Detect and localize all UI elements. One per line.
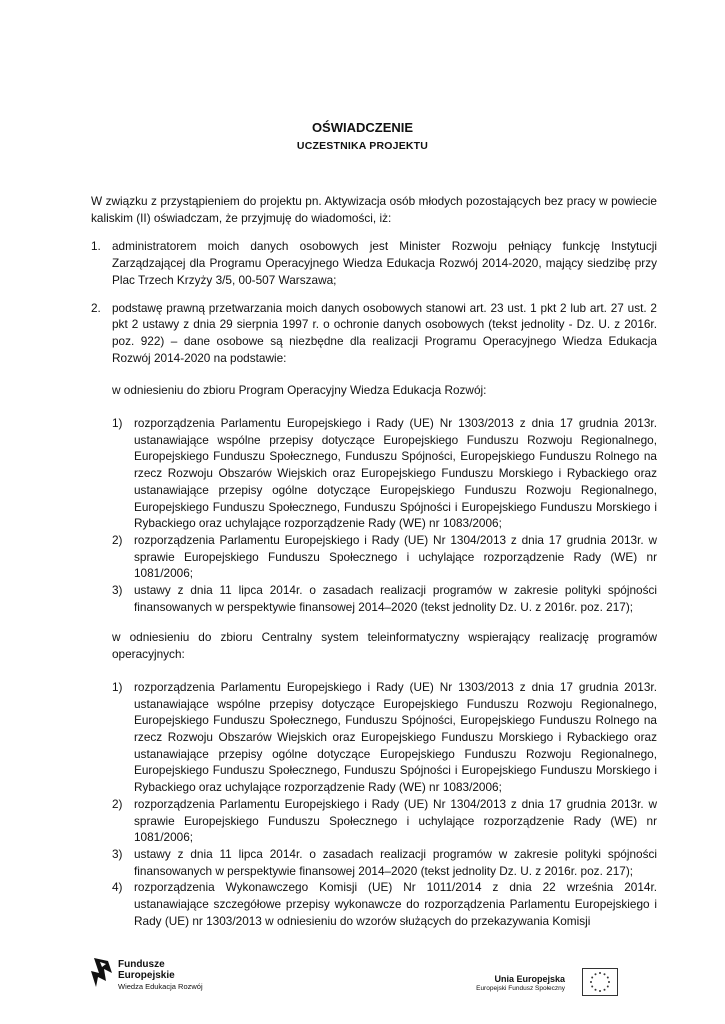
sub-list-item (112, 796, 657, 846)
sub-item-text: rozporządzenia Parlamentu Europejskiego i Rady (UE) Nr 1304/2013 z dnia 17 grudnia 2013r. w sprawie Europejskiego Funduszu Społecznego i uchylające rozporządzenie Rady (WE) nr 1081/2006; (134, 796, 657, 845)
sub-item-text: rozporządzenia Parlamentu Europejskiego i Rady (UE) Nr 1303/2013 z dnia 17 grudnia 2013r. ustanawiające wspólne przepisy dotyczące Europejskiego Funduszu Rozwoju Regionalnego, Europejskiego Funduszu Społecznego, Funduszu Spójności, Europejskiego Funduszu Rolnego na rzecz Rozwoju Obszarów Wiejskich oraz Europejskiego Funduszu Morskiego i Rybackiego oraz ustanawiające przepisy ogólne dotyczące Europejskiego Funduszu Rozwoju Regionalnego, Europejskiego Funduszu Społecznego, Funduszu Spójności i Europejskiego Funduszu Morskiego i Rybackiego oraz uchylające rozporządzenie Rady (WE) nr 1083/2006; (134, 416, 657, 531)
list-item-text: podstawę prawną przetwarzania moich danych osobowych stanowi art. 23 ust. 1 pkt 2 lub art. 27 ust. 2 pkt 2 ustawy z dnia 29 sierpnia 1997 r. o ochronie danych osobowych (tekst jednolity - Dz. U. z 2016r. poz. 922) – dane osobowe są niezbędne dla realizacji Programu Operacyjnego Wiedza Edukacja Rozwój 2014-2020 na podstawie: (112, 300, 657, 365)
logo-line2: Europejskie (118, 970, 175, 981)
fundusze-europejskie-star-icon (90, 957, 114, 989)
sub-item-number: 4) (112, 880, 123, 895)
sub-list-item (112, 582, 657, 615)
sub-item-number: 3) (112, 583, 123, 598)
sub-item-number: 1) (112, 679, 123, 694)
list-item (91, 300, 657, 367)
logo-line3: Wiedza Edukacja Rozwój (118, 982, 203, 991)
sub-item-text: rozporządzenia Parlamentu Europejskiego i Rady (UE) Nr 1304/2013 z dnia 17 grudnia 2013r. w sprawie Europejskiego Funduszu Społecznego i uchylające rozporządzenie Rady (WE) nr 1081/2006; (134, 532, 657, 581)
ue-line1: Unia Europejska (494, 974, 565, 984)
document-subtitle: UCZESTNIKA PROJEKTU (296, 140, 429, 152)
sub-item-number: 2) (112, 532, 123, 547)
sub-item-number: 3) (112, 846, 123, 861)
sub-list-item (112, 846, 657, 879)
sub-item-number: 1) (112, 416, 123, 431)
sub-item-text: ustawy z dnia 11 lipca 2014r. o zasadach realizacji programów w zakresie polityki spójności finansowanych w perspektywie finansowej 2014–2020 (tekst jednolity Dz. U. z 2016r. poz. 217); (134, 583, 657, 614)
document-body (91, 193, 657, 943)
list-item-number: 1. (91, 239, 101, 254)
group1-list (112, 415, 657, 615)
list-item (91, 238, 657, 288)
list-item-text: administratorem moich danych osobowych jest Minister Rozwoju pełniący funkcję Instytucji Zarządzającej dla Programu Operacyjnego Wiedza Edukacja Rozwój 2014-2020, mający siedzibę przy Plac Trzech Krzyży 3/5, 00-507 Warszawa; (112, 239, 657, 287)
sub-list-item (112, 879, 657, 929)
ue-logo-text (470, 974, 565, 994)
group2-list (112, 679, 657, 930)
sub-list-item (112, 532, 657, 582)
unia-europejska-logo (470, 968, 640, 998)
sub-item-text: rozporządzenia Parlamentu Europejskiego i Rady (UE) Nr 1303/2013 z dnia 17 grudnia 2013r. ustanawiające wspólne przepisy dotyczące Europejskiego Funduszu Rozwoju Regionalnego, Europejskiego Funduszu Społecznego, Funduszu Spójności, Europejskiego Funduszu Rolnego na rzecz Rozwoju Obszarów Wiejskich oraz Europejskiego Funduszu Morskiego i Rybackiego oraz ustanawiające przepisy ogólne dotyczące Europejskiego Funduszu Rozwoju Regionalnego, Europejskiego Funduszu Społecznego, Funduszu Spójności i Europejskiego Funduszu Morskiego i Rybackiego oraz uchylające rozporządzenie Rady (WE) nr 1083/2006; (134, 679, 657, 795)
intro-paragraph: W związku z przystąpieniem do projektu pn. Aktywizacja osób młodych pozostających bez pracy w powiecie kaliskim (II) oświadczam, że przyjmuję do wiadomości, iż: (91, 194, 657, 225)
group2-lead: w odniesieniu do zbioru Centralny system teleinformatyczny wspierający realizację programów operacyjnych: (112, 630, 657, 662)
sub-list-item (112, 679, 657, 796)
sub-list-item (112, 415, 657, 532)
ue-line2: Europejski Fundusz Społeczny (476, 985, 565, 992)
fundusze-europejskie-logo (90, 957, 210, 997)
list-item-number: 2. (91, 300, 101, 315)
sub-item-text: rozporządzenia Wykonawczego Komisji (UE) Nr 1011/2014 z dnia 22 września 2014r. ustanawiające szczegółowe przepisy wykonawcze do rozporządzenia Parlamentu Europejskiego i Rady (UE) nr 1303/2013 w odniesieniu do wzorów służących do przekazywania Komisji (134, 880, 657, 928)
fundusze-logo-text (118, 959, 203, 992)
sub-item-text: ustawy z dnia 11 lipca 2014r. o zasadach realizacji programów w zakresie polityki spójności finansowanych w perspektywie finansowej 2014–2020 (tekst jednolity Dz. U. z 2016r. poz. 217); (134, 846, 657, 878)
logo-line1: Fundusze (118, 959, 165, 970)
document-title: OŚWIADCZENIE (311, 120, 414, 135)
eu-flag-icon (582, 968, 618, 996)
group1-lead: w odniesieniu do zbioru Program Operacyjny Wiedza Edukacja Rozwój: (112, 383, 487, 398)
sub-item-number: 2) (112, 796, 123, 811)
